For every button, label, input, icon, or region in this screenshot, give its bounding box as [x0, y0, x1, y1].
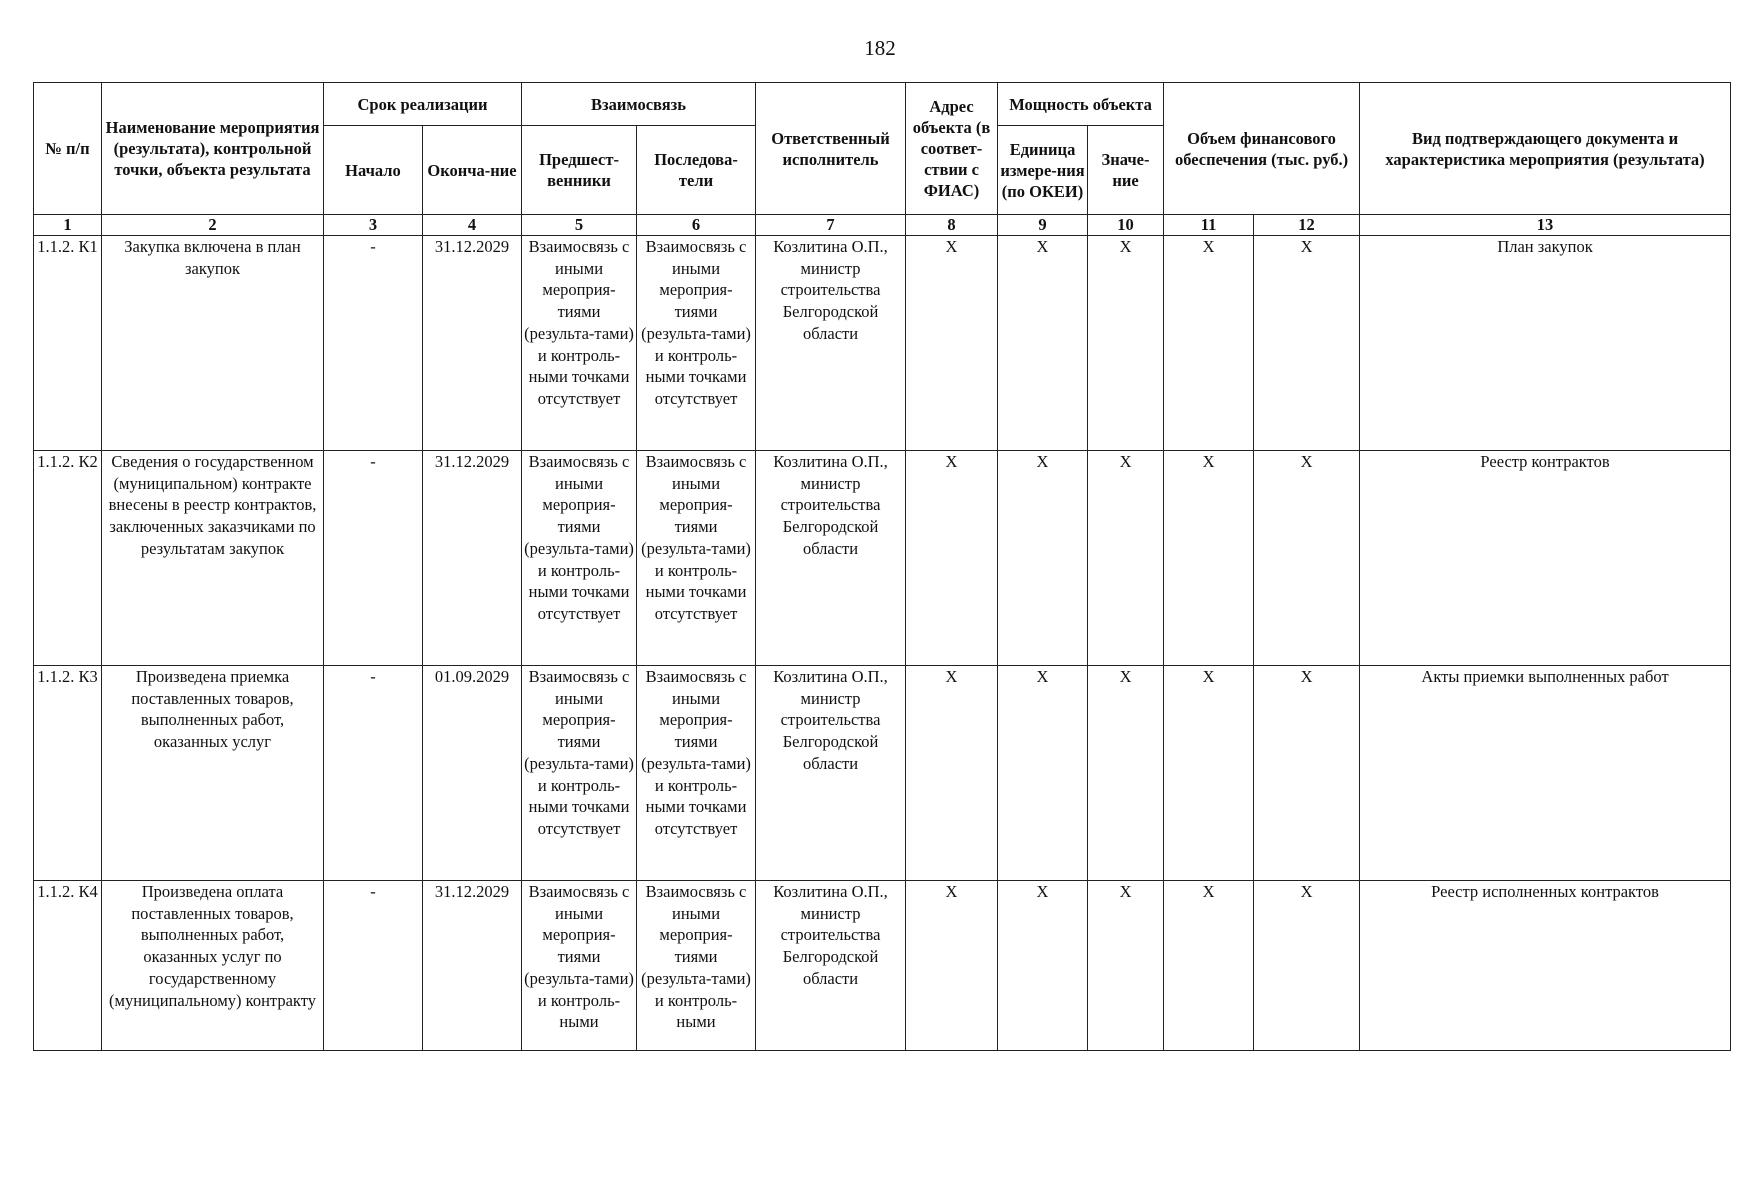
cell-unit: X [998, 881, 1088, 1051]
header-term-start: Начало [324, 126, 423, 215]
cell-fin1: X [1164, 451, 1254, 666]
cell-start: - [324, 236, 423, 451]
cell-start: - [324, 451, 423, 666]
cell-prev: Взаимосвязь с иными мероприя-тиями (результа-тами) и контроль-ными точками отсутствует [522, 666, 637, 881]
cell-doc: Акты приемки выполненных работ [1360, 666, 1731, 881]
header-doc: Вид подтверждающего документа и характеристика мероприятия (результата) [1360, 83, 1731, 215]
header-link: Взаимосвязь [522, 83, 756, 126]
cell-name: Закупка включена в план закупок [102, 236, 324, 451]
header-capacity-unit: Единица измере-ния (по ОКЕИ) [998, 126, 1088, 215]
header-link-prev: Предшест-венники [522, 126, 637, 215]
cell-end: 31.12.2029 [423, 236, 522, 451]
table-row [34, 236, 1731, 451]
table-row [34, 666, 1731, 881]
cell-fin1: X [1164, 881, 1254, 1051]
header-name: Наименование мероприятия (результата), контрольной точки, объекта результата [102, 83, 324, 215]
cell-fin1: X [1164, 236, 1254, 451]
header-capacity: Мощность объекта [998, 83, 1164, 126]
cell-unit: X [998, 236, 1088, 451]
cell-fin2: X [1254, 236, 1360, 451]
cell-name: Сведения о государственном (муниципальном) контракте внесены в реестр контрактов, заключенных заказчиками по результатам закупок [102, 451, 324, 666]
cell-no: 1.1.2. К3 [34, 666, 102, 881]
column-number: 7 [756, 215, 906, 236]
cell-doc: Реестр исполненных контрактов [1360, 881, 1731, 1051]
column-number: 6 [637, 215, 756, 236]
cell-fin2: X [1254, 451, 1360, 666]
cell-address: X [906, 451, 998, 666]
column-number: 5 [522, 215, 637, 236]
cell-prev: Взаимосвязь с иными мероприя-тиями (результа-тами) и контроль-ными [522, 881, 637, 1051]
column-number: 3 [324, 215, 423, 236]
cell-name: Произведена приемка поставленных товаров, выполненных работ, оказанных услуг [102, 666, 324, 881]
cell-responsible: Козлитина О.П., министр строительства Белгородской области [756, 666, 906, 881]
header-address: Адрес объекта (в соответ-ствии с ФИАС) [906, 83, 998, 215]
cell-doc: План закупок [1360, 236, 1731, 451]
header-responsible: Ответственный исполнитель [756, 83, 906, 215]
column-number: 12 [1254, 215, 1360, 236]
cell-no: 1.1.2. К4 [34, 881, 102, 1051]
header-term-end: Оконча-ние [423, 126, 522, 215]
cell-value: X [1088, 236, 1164, 451]
page-number: 182 [864, 36, 896, 60]
cell-prev: Взаимосвязь с иными мероприя-тиями (результа-тами) и контроль-ными точками отсутствует [522, 451, 637, 666]
cell-start: - [324, 666, 423, 881]
header-term: Срок реализации [324, 83, 522, 126]
cell-next: Взаимосвязь с иными мероприя-тиями (результа-тами) и контроль-ными точками отсутствует [637, 236, 756, 451]
cell-responsible: Козлитина О.П., министр строительства Белгородской области [756, 236, 906, 451]
column-number: 8 [906, 215, 998, 236]
cell-address: X [906, 666, 998, 881]
cell-end: 31.12.2029 [423, 451, 522, 666]
column-number: 9 [998, 215, 1088, 236]
cell-value: X [1088, 451, 1164, 666]
column-number-row [34, 215, 1731, 236]
column-number: 10 [1088, 215, 1164, 236]
column-number: 1 [34, 215, 102, 236]
header-capacity-value: Значе-ние [1088, 126, 1164, 215]
plan-table [33, 82, 1731, 1051]
cell-next: Взаимосвязь с иными мероприя-тиями (результа-тами) и контроль-ными точками отсутствует [637, 666, 756, 881]
cell-fin2: X [1254, 881, 1360, 1051]
cell-end: 01.09.2029 [423, 666, 522, 881]
column-number: 4 [423, 215, 522, 236]
table-row [34, 451, 1731, 666]
cell-responsible: Козлитина О.П., министр строительства Белгородской области [756, 881, 906, 1051]
cell-fin2: X [1254, 666, 1360, 881]
header-link-next: Последова-тели [637, 126, 756, 215]
column-number: 13 [1360, 215, 1731, 236]
column-number: 2 [102, 215, 324, 236]
cell-unit: X [998, 666, 1088, 881]
cell-prev: Взаимосвязь с иными мероприя-тиями (результа-тами) и контроль-ными точками отсутствует [522, 236, 637, 451]
table-row [34, 881, 1731, 1051]
cell-doc: Реестр контрактов [1360, 451, 1731, 666]
column-number: 11 [1164, 215, 1254, 236]
cell-no: 1.1.2. К1 [34, 236, 102, 451]
cell-value: X [1088, 881, 1164, 1051]
cell-next: Взаимосвязь с иными мероприя-тиями (результа-тами) и контроль-ными [637, 881, 756, 1051]
cell-start: - [324, 881, 423, 1051]
cell-fin1: X [1164, 666, 1254, 881]
cell-end: 31.12.2029 [423, 881, 522, 1051]
cell-unit: X [998, 451, 1088, 666]
header-finance: Объем финансового обеспечения (тыс. руб.) [1164, 83, 1360, 215]
cell-next: Взаимосвязь с иными мероприя-тиями (результа-тами) и контроль-ными точками отсутствует [637, 451, 756, 666]
cell-address: X [906, 881, 998, 1051]
header-no: № п/п [34, 83, 102, 215]
cell-address: X [906, 236, 998, 451]
cell-responsible: Козлитина О.П., министр строительства Белгородской области [756, 451, 906, 666]
cell-value: X [1088, 666, 1164, 881]
cell-no: 1.1.2. К2 [34, 451, 102, 666]
cell-name: Произведена оплата поставленных товаров, выполненных работ, оказанных услуг по государственному (муниципальному) контракту [102, 881, 324, 1051]
